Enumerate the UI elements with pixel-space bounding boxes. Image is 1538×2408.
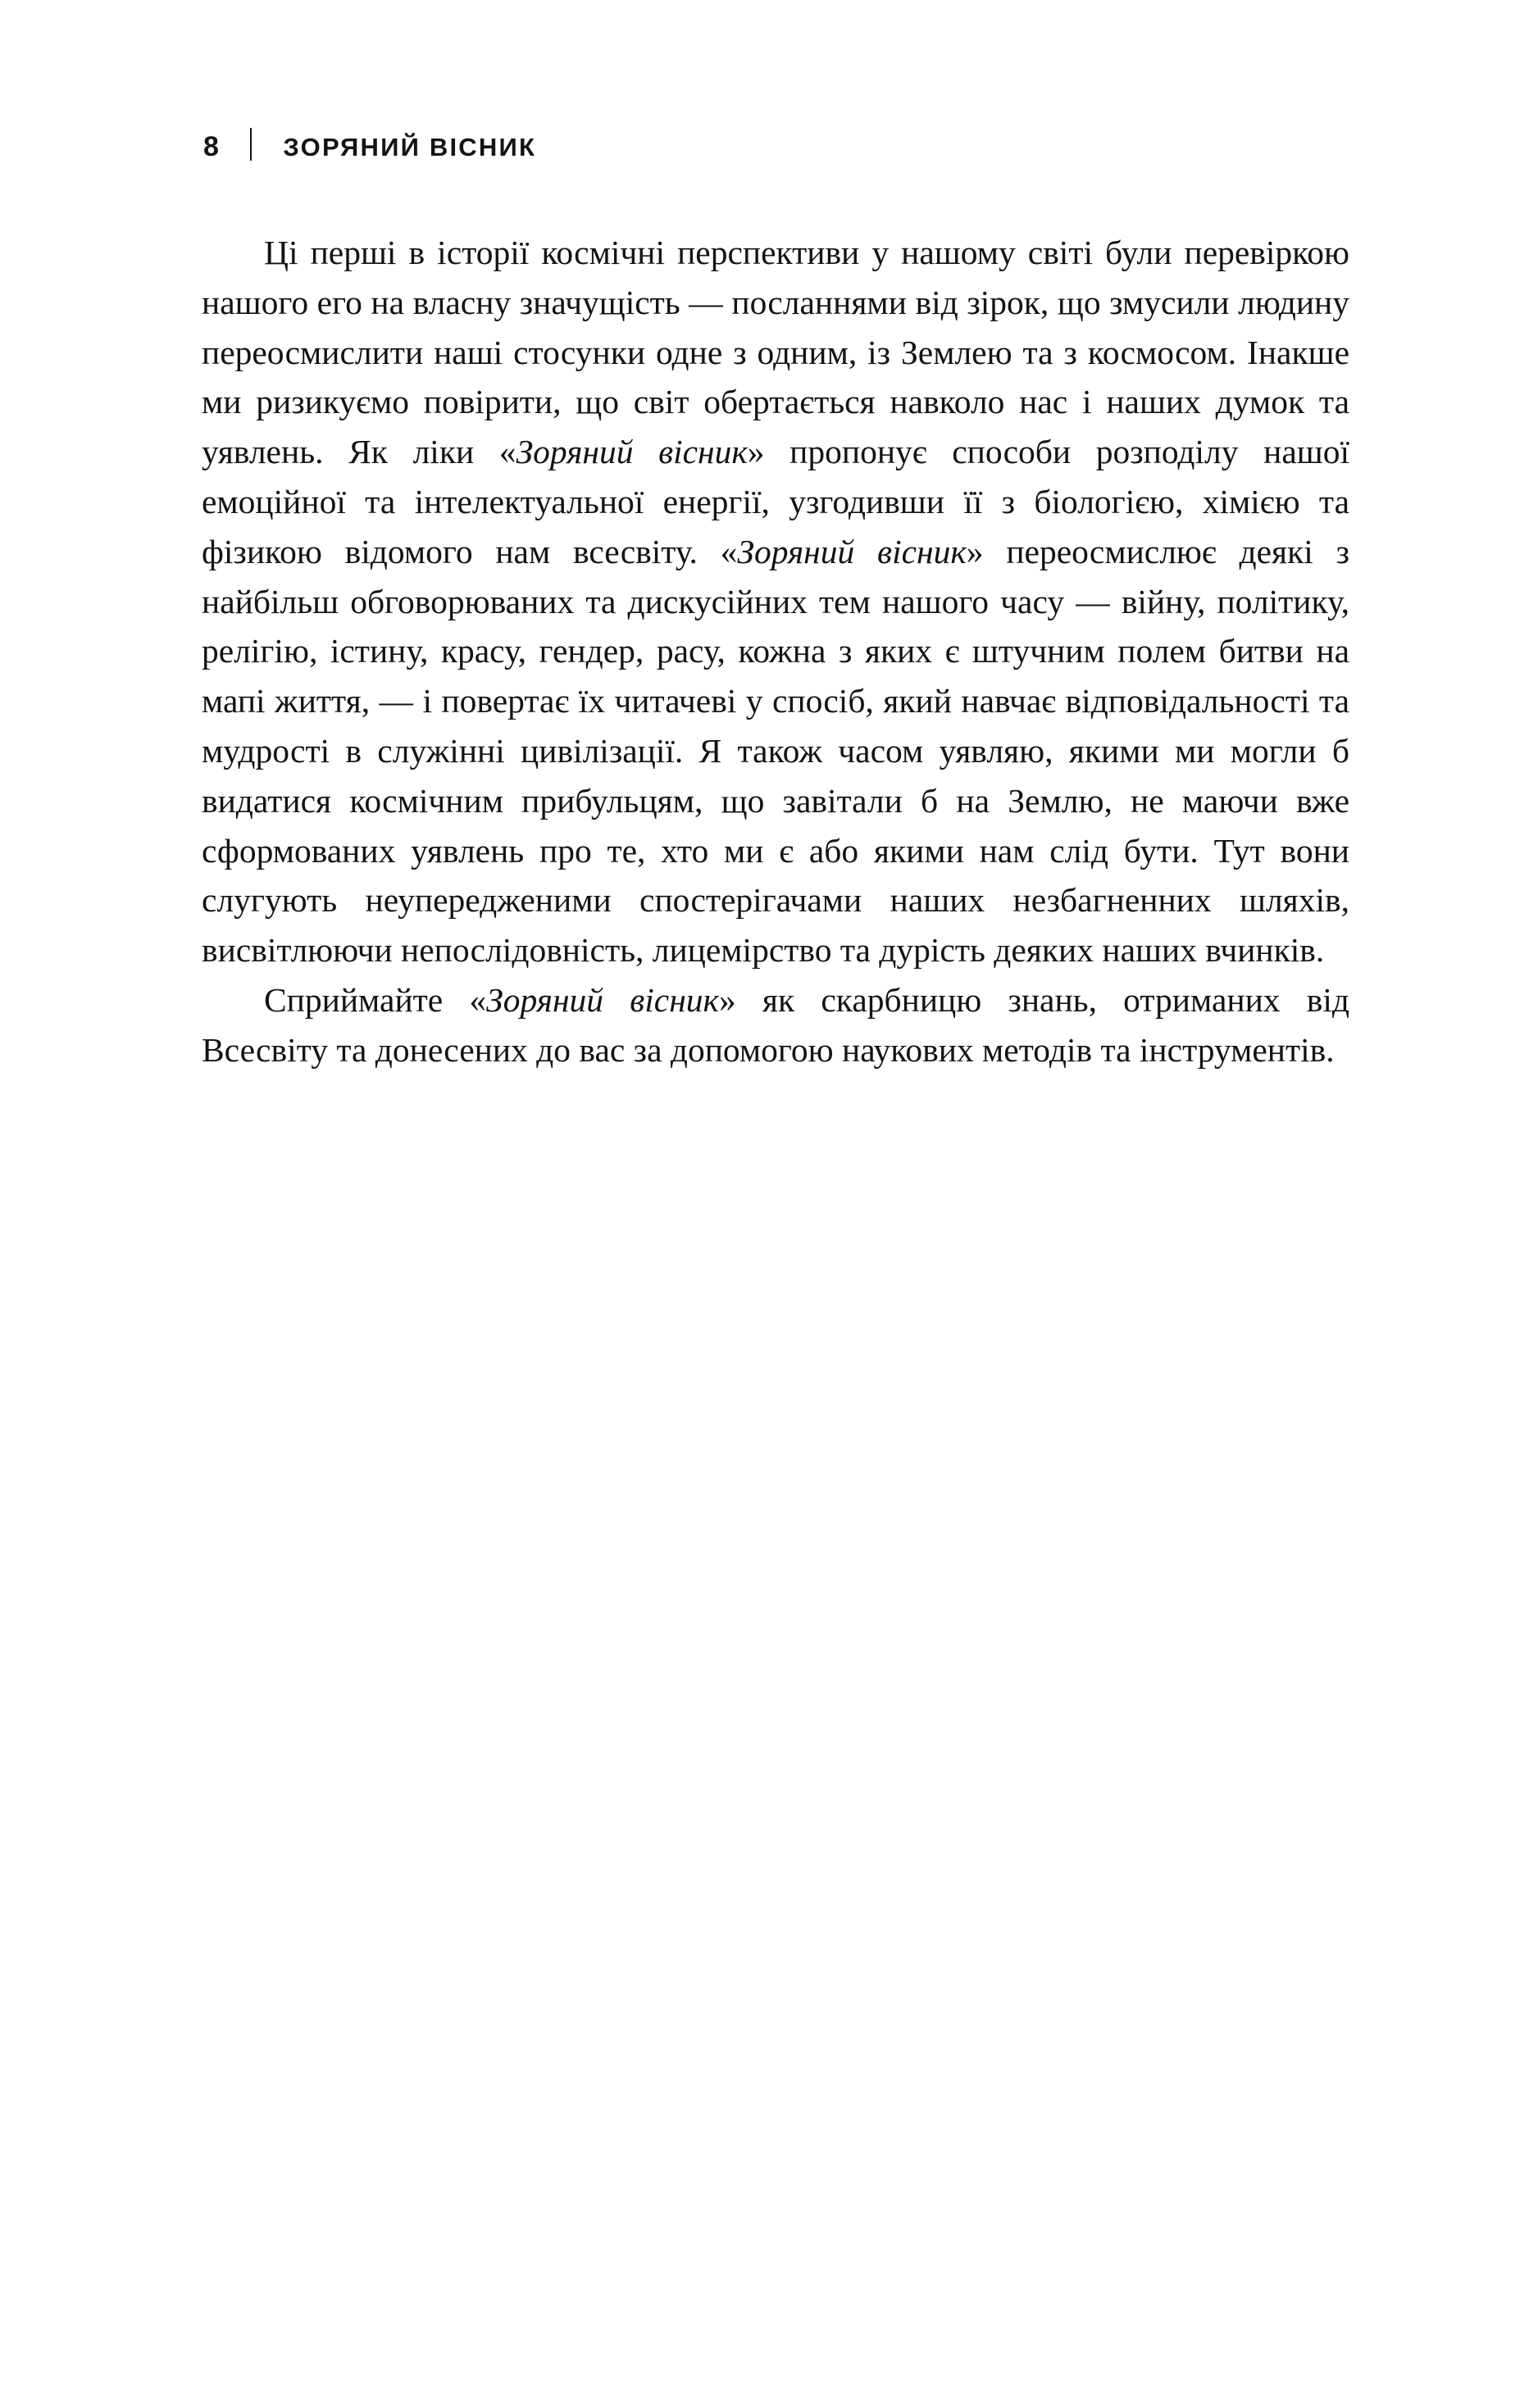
page-header — [203, 123, 536, 163]
book-title-italic: Зоряний вісник — [516, 433, 748, 471]
text-run: Сприймайте « — [264, 980, 487, 1019]
header-divider — [250, 128, 252, 161]
text-run: » пропонує способи розподілу нашої емоційної та інтелектуальної енергії, узгодивши її з біологією, хімією та фізикою відомого нам всесвіту. « — [202, 433, 1349, 570]
running-title: ЗОРЯНИЙ ВІСНИК — [283, 133, 537, 161]
book-title-italic: Зоряний вісник — [486, 980, 719, 1019]
book-title-italic: Зоряний вісник — [737, 532, 967, 570]
text-run: » переосмислює деякі з найбільш обговорюваних та дискусійних тем нашого часу — війну, політику, релігію, істину, красу, гендер, расу, кожна з яких є штучним полем битви на мапі життя, — і повертає їх читачеві у спосіб, який навчає відповідальності та мудрості в служінні цивілізації. Я також часом уявляю, якими ми могли б видатися космічним прибульцям, що завітали б на Землю, не маючи вже сформованих уявлень про те, хто ми є або якими нам слід бути. Тут вони слугують неупередженими спостерігачами наших незбагненних шляхів, висвітлюючи непослідовність, лицемірство та дурість деяких наших вчинків. — [202, 532, 1350, 970]
text-run: » як скарбницю знань, отриманих від Всесвіту та донесених до вас за допомогою наукових методів та інструментів. — [202, 980, 1349, 1069]
page-number: 8 — [203, 131, 220, 162]
body-text — [202, 228, 1349, 1075]
paragraph-2 — [202, 975, 1349, 1075]
paragraph-1 — [202, 228, 1349, 975]
text-run: Ці перші в історії космічні перспективи у нашому світі були перевіркою нашого его на власну значущість — посланнями від зірок, що змусили людину переосмислити наші стосунки одне з одним, із Землею та з космосом. Інакше ми ризикуємо повірити, що світ обертається навколо нас і наших думок та уявлень. Як ліки « — [202, 234, 1349, 471]
